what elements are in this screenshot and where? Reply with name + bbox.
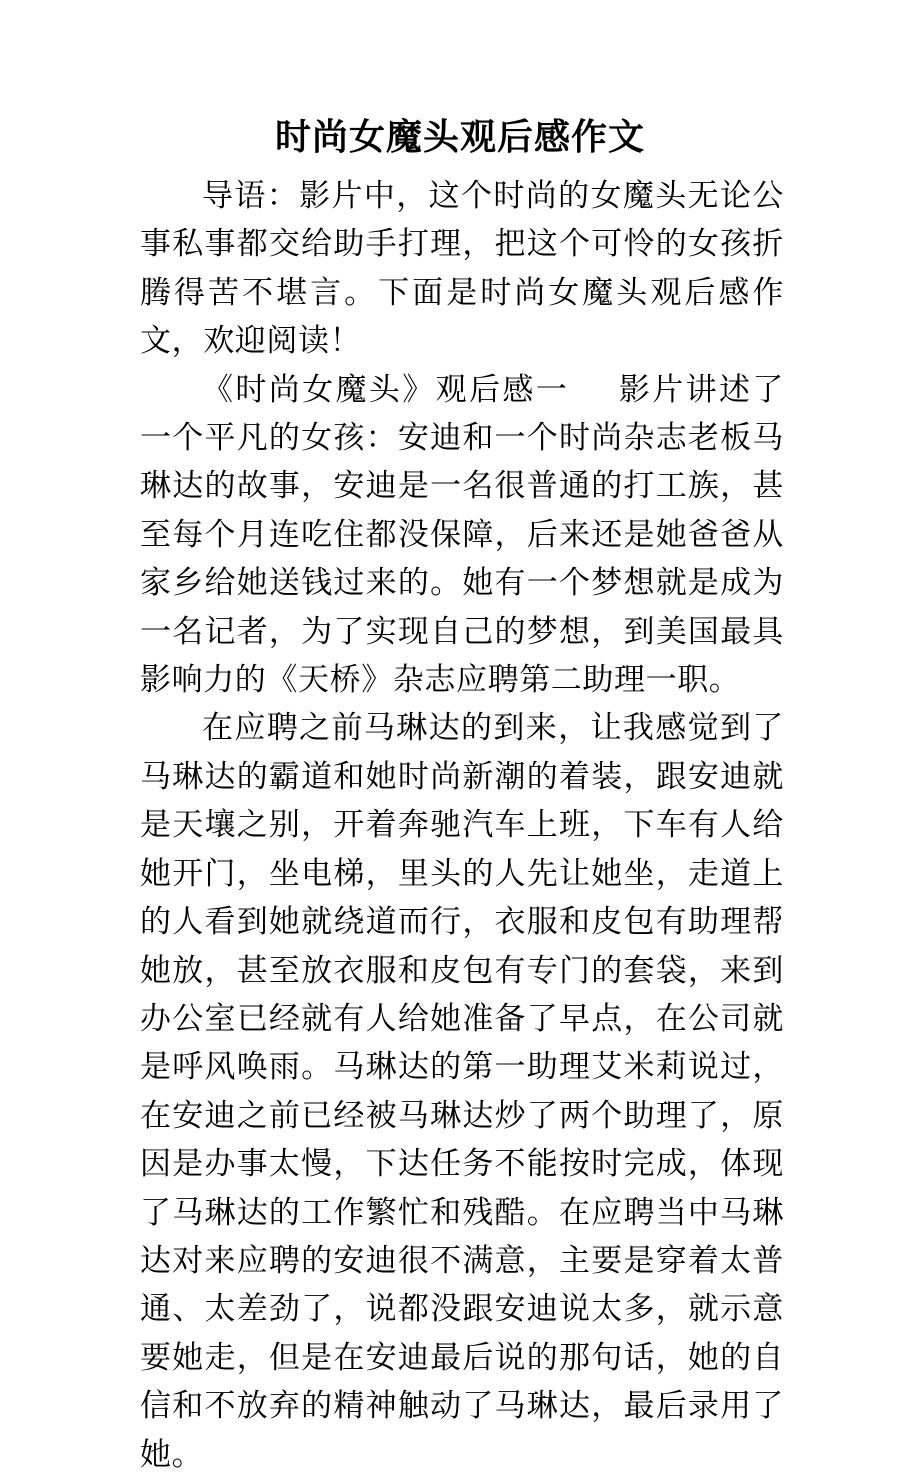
document-title: 时尚女魔头观后感作文 (274, 116, 645, 158)
essay-one-text: 影片讲述了一个平凡的女孩：安迪和一个时尚杂志老板马琳达的故事，安迪是一名很普通的打工族，甚至每个月连吃住都没保障，后来还是她爸爸从家乡给她送钱过来的。她有一个梦想就是成为一名记者，为了实现自己的梦想，到美国最具影响力的《天桥》杂志应聘第二助理一职。 (140, 371, 784, 699)
document-body (140, 172, 784, 1479)
essay-one-heading: 《时尚女魔头》观后感一 (202, 371, 570, 408)
body-paragraph: 在应聘之前马琳达的到来，让我感觉到了马琳达的霸道和她时尚新潮的着装，跟安迪就是天壤之别，开着奔驰汽车上班，下车有人给她开门，坐电梯，里头的人先让她坐，走道上的人看到她就绕道而行，衣服和皮包有助理帮她放，甚至放衣服和皮包有专门的套袋，来到办公室已经就有人给她准备了早点，在公司就是呼风唤雨。马琳达的第一助理艾米莉说过，在安迪之前已经被马琳达炒了两个助理了，原因是办事太慢，下达任务不能按时完成，体现了马琳达的工作繁忙和残酷。在应聘当中马琳达对来应聘的安迪很不满意，主要是穿着太普通、太差劲了，说都没跟安迪说太多，就示意要她走，但是在安迪最后说的那句话，她的自信和不放弃的精神触动了马琳达，最后录用了她。 (140, 710, 784, 1473)
intro-paragraph: 导语：影片中，这个时尚的女魔头无论公事私事都交给助手打理，把这个可怜的女孩折腾得苦不堪言。下面是时尚女魔头观后感作文，欢迎阅读！ (140, 178, 784, 360)
essay-one-paragraph (140, 366, 784, 705)
